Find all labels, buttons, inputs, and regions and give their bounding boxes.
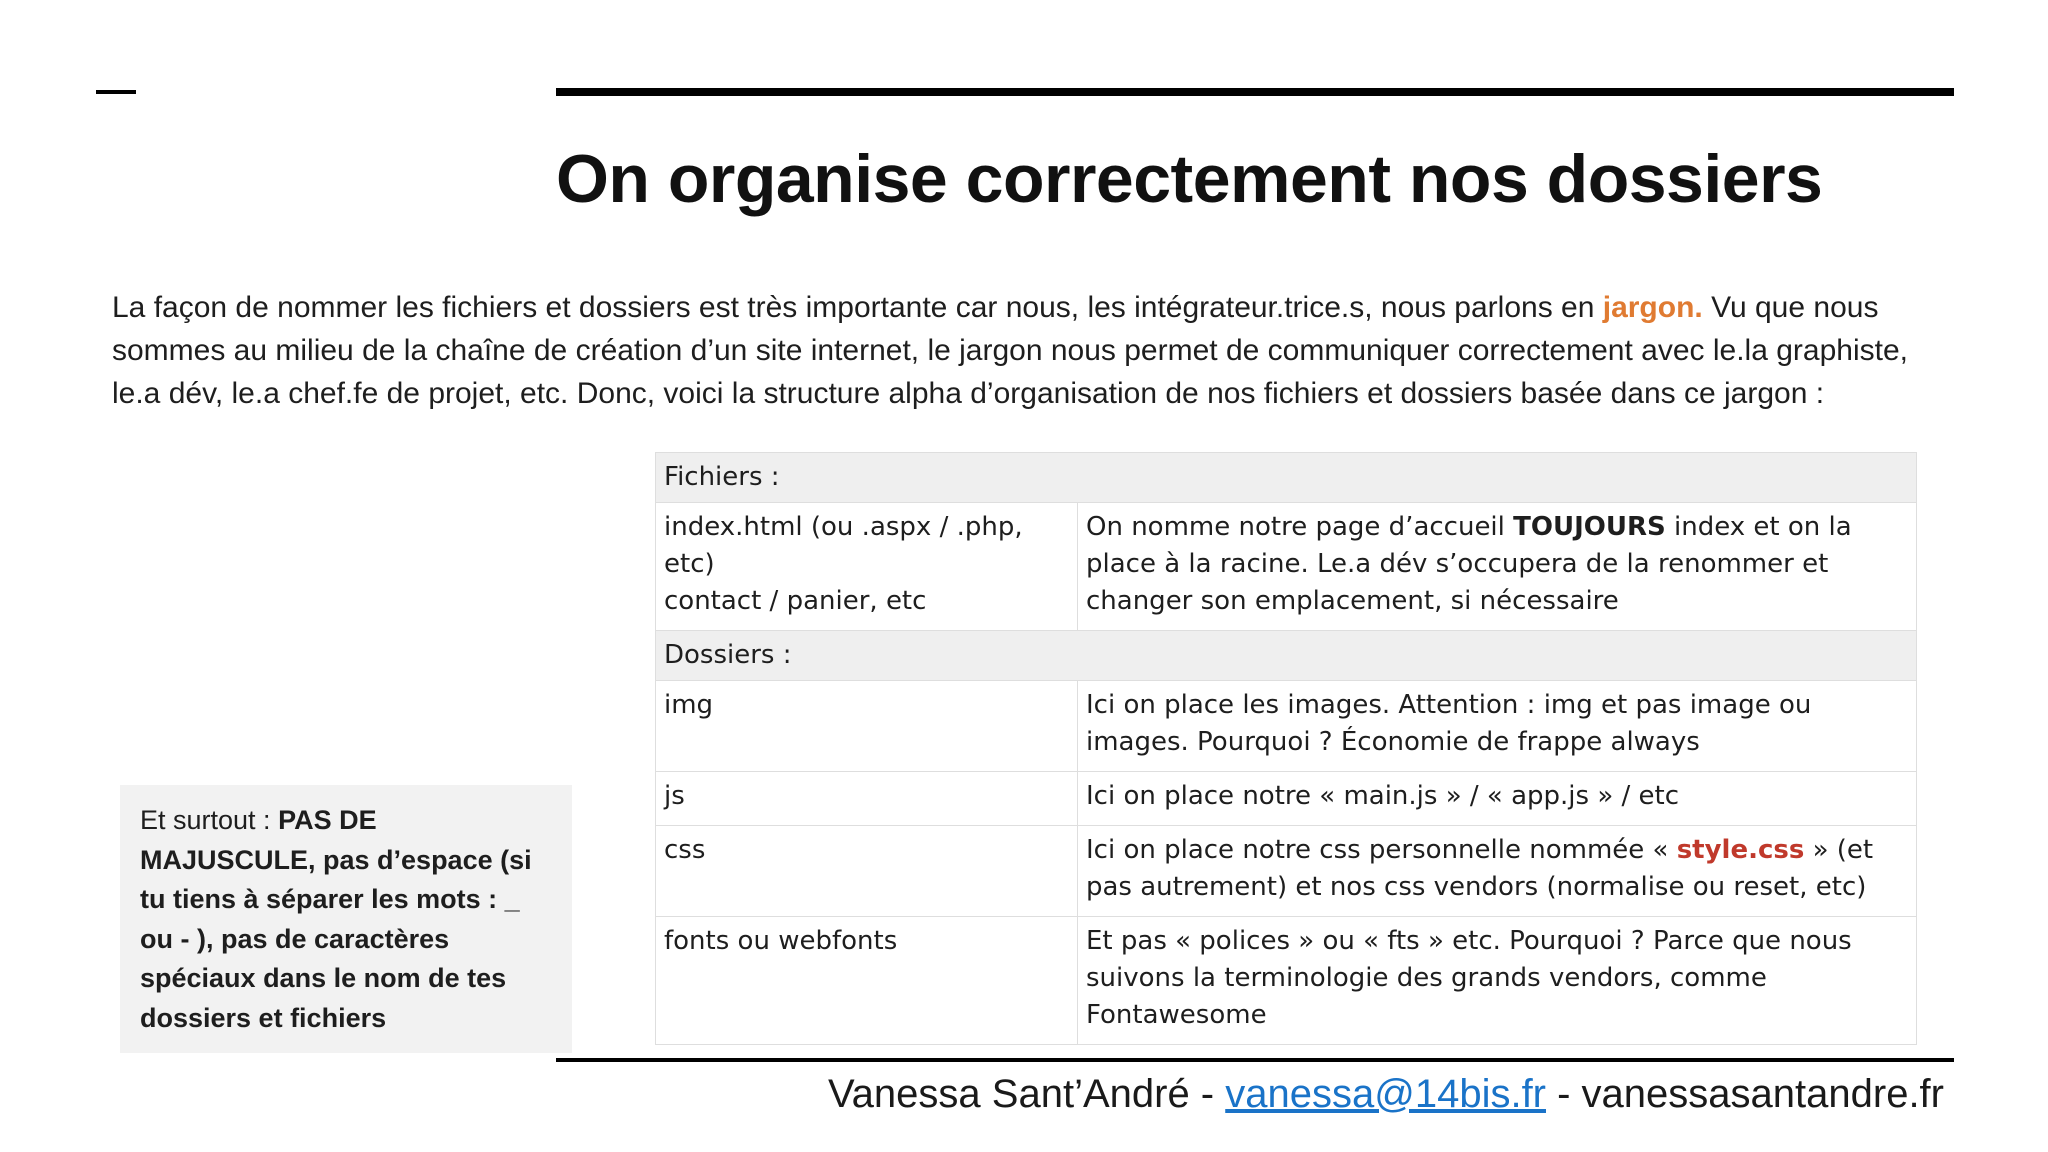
css-desc-text: Ici on place notre css personnelle nommée « (1086, 835, 1677, 865)
table-row (656, 503, 1917, 631)
bottom-divider (556, 1058, 1954, 1062)
folder-name-img: img (656, 681, 1078, 772)
files-header-row (656, 453, 1917, 503)
folder-desc-img: Ici on place les images. Attention : img et pas image ou images. Pourquoi ? Économie de frappe always (1078, 681, 1917, 772)
file-desc-text-2: index et on la place à la racine. Le.a dév s’occupera de la renommer et changer son emplacement, si nécessaire (1086, 512, 1852, 616)
folder-desc-css (1078, 826, 1917, 917)
intro-text-1: La façon de nommer les fichiers et dossiers est très importante car nous, les intégrateur.trice.s, nous parlons en (112, 291, 1603, 324)
files-header: Fichiers : (656, 453, 1917, 503)
footer-email-link[interactable]: vanessa@14bis.fr (1225, 1072, 1546, 1116)
folders-header-row (656, 631, 1917, 681)
css-desc-text-2: » (et pas autrement) et nos css vendors (normalise ou reset, etc) (1086, 835, 1874, 902)
toujours-emphasis: TOUJOURS (1513, 512, 1666, 542)
footer-credits (828, 1072, 1944, 1117)
naming-rule-note (120, 785, 572, 1053)
footer-site: - vanessasantandre.fr (1546, 1072, 1944, 1116)
table-row (656, 772, 1917, 826)
table-row (656, 917, 1917, 1045)
style-css-highlight: style.css (1676, 835, 1805, 865)
footer-author: Vanessa Sant’André - (827, 1072, 1226, 1116)
intro-paragraph (112, 286, 1942, 415)
folder-structure-table (655, 452, 1917, 1045)
file-name-line1: index.html (ou .aspx / .php, etc) (664, 512, 1023, 579)
table-row (656, 681, 1917, 772)
jargon-highlight: jargon. (1602, 291, 1703, 324)
folder-desc-js: Ici on place notre « main.js » / « app.js » / etc (1078, 772, 1917, 826)
slide-marker-dash (96, 90, 136, 94)
note-lead: Et surtout : (140, 805, 279, 835)
folders-header: Dossiers : (656, 631, 1917, 681)
intro-text-2: Vu que nous sommes au milieu de la chaîne de création d’un site internet, le jargon nous permet de communiquer correctement avec le.la graphiste, le.a dév, le.a chef.fe de projet, etc. Donc, voici la structure alpha d’organisation de nos fichiers et dossiers basée dans ce jargon : (112, 291, 1908, 410)
file-name-cell (656, 503, 1078, 631)
table-row (656, 826, 1917, 917)
note-emphasis: PAS DE MAJUSCULE, pas d’espace (si tu tiens à séparer les mots : _ ou - ), pas de caractères spéciaux dans le nom de tes dossiers et fichiers (140, 805, 532, 1033)
folder-name-js: js (656, 772, 1078, 826)
folder-desc-fonts: Et pas « polices » ou « fts » etc. Pourquoi ? Parce que nous suivons la terminologie des grands vendors, comme Fontawesome (1078, 917, 1917, 1045)
folder-name-css: css (656, 826, 1078, 917)
top-divider (556, 88, 1954, 96)
slide-title: On organise correctement nos dossiers (556, 141, 1823, 217)
folder-name-fonts: fonts ou webfonts (656, 917, 1078, 1045)
file-desc-cell (1078, 503, 1917, 631)
file-name-line2: contact / panier, etc (664, 586, 927, 616)
file-desc-text: On nomme notre page d’accueil (1086, 512, 1514, 542)
